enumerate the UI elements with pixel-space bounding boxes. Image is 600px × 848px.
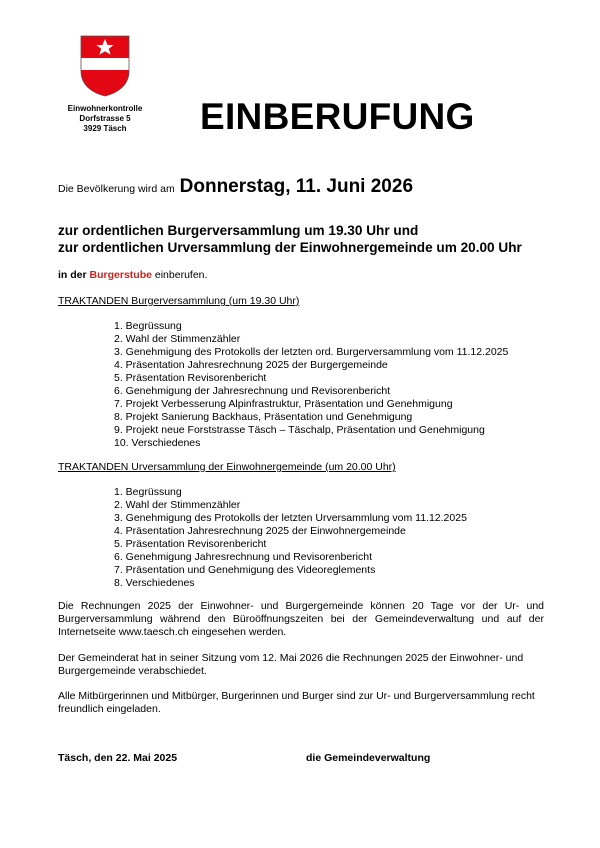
agenda-heading-burger: TRAKTANDEN Burgerversammlung (um 19.30 Uhr) bbox=[58, 295, 300, 307]
agenda-item: 7. Projekt Verbesserung Alpinfrastruktur, Präsentation und Genehmigung bbox=[114, 398, 453, 410]
assembly-line-burger: zur ordentlichen Burgerversammlung um 19.30 Uhr und bbox=[58, 223, 419, 238]
intro-line bbox=[58, 176, 413, 198]
agenda-item: 8. Verschiedenes bbox=[114, 577, 195, 589]
location-place: Burgerstube bbox=[89, 269, 152, 281]
assembly-announcement bbox=[58, 222, 522, 256]
meeting-date: Donnerstag, 11. Juni 2026 bbox=[179, 176, 414, 197]
sender-line: Dorfstrasse 5 bbox=[79, 114, 131, 123]
location-suffix: einberufen. bbox=[154, 269, 208, 281]
crest-logo bbox=[80, 35, 130, 97]
agenda-list-einwohner bbox=[114, 486, 467, 590]
document-title: EINBERUFUNG bbox=[200, 96, 475, 137]
agenda-item: 2. Wahl der Stimmenzähler bbox=[114, 333, 241, 345]
accounts-paragraph: Die Rechnungen 2025 der Einwohner- und Burgergemeinde können 20 Tage vor der Ur- und Burgerversammlung während den Büroöffnungszeiten bei der Gemeindeverwaltung und auf der Internetseite www.taesch.ch eingesehen werden. bbox=[58, 600, 544, 638]
agenda-heading-einwohner: TRAKTANDEN Urversammlung der Einwohnergemeinde (um 20.00 Uhr) bbox=[58, 461, 396, 473]
invitation-paragraph: Alle Mitbürgerinnen und Mitbürger, Burgerinnen und Burger sind zur Ur- und Burgerversammlung recht freundlich eingeladen. bbox=[58, 690, 535, 715]
agenda-item: 1. Begrüssung bbox=[114, 486, 182, 498]
sender-line: Einwohnerkontrolle bbox=[67, 104, 143, 113]
agenda-item: 6. Genehmigung Jahresrechnung und Revisorenbericht bbox=[114, 551, 372, 563]
agenda-item: 4. Präsentation Jahresrechnung 2025 der Burgergemeinde bbox=[114, 359, 388, 371]
sender-line: 3929 Täsch bbox=[83, 124, 127, 133]
agenda-item: 8. Projekt Sanierung Backhaus, Präsentation und Genehmigung bbox=[114, 411, 413, 423]
agenda-item: 7. Präsentation und Genehmigung des Videoreglements bbox=[114, 564, 376, 576]
location-line bbox=[58, 269, 207, 281]
agenda-item: 5. Präsentation Revisorenbericht bbox=[114, 538, 267, 550]
agenda-item: 6. Genehmigung der Jahresrechnung und Revisorenbericht bbox=[114, 385, 391, 397]
agenda-item: 1. Begrüssung bbox=[114, 320, 182, 332]
agenda-item: 5. Präsentation Revisorenbericht bbox=[114, 372, 267, 384]
assembly-line-einwohner: zur ordentlichen Urversammlung der Einwohnergemeinde um 20.00 Uhr bbox=[58, 240, 522, 255]
council-paragraph: Der Gemeinderat hat in seiner Sitzung vom 12. Mai 2026 die Rechnungen 2025 der Einwohner- und Burgergemeinde verabschiedet. bbox=[58, 652, 524, 677]
agenda-list-burger bbox=[114, 320, 508, 450]
place-date: Täsch, den 22. Mai 2025 bbox=[58, 752, 178, 764]
agenda-item: 3. Genehmigung des Protokolls der letzten ord. Burgerversammlung vom 11.12.2025 bbox=[114, 346, 509, 358]
sender-address bbox=[56, 104, 154, 134]
signature: die Gemeindeverwaltung bbox=[306, 752, 431, 764]
agenda-item: 2. Wahl der Stimmenzähler bbox=[114, 499, 241, 511]
agenda-item: 4. Präsentation Jahresrechnung 2025 der Einwohnergemeinde bbox=[114, 525, 406, 537]
agenda-item: 9. Projekt neue Forststrasse Täsch – Täschalp, Präsentation und Genehmigung bbox=[114, 424, 485, 436]
location-prefix: in der bbox=[58, 269, 87, 281]
agenda-item: 10. Verschiedenes bbox=[114, 437, 201, 449]
agenda-item: 3. Genehmigung des Protokolls der letzten Urversammlung vom 11.12.2025 bbox=[114, 512, 467, 524]
intro-text: Die Bevölkerung wird am bbox=[58, 183, 175, 195]
